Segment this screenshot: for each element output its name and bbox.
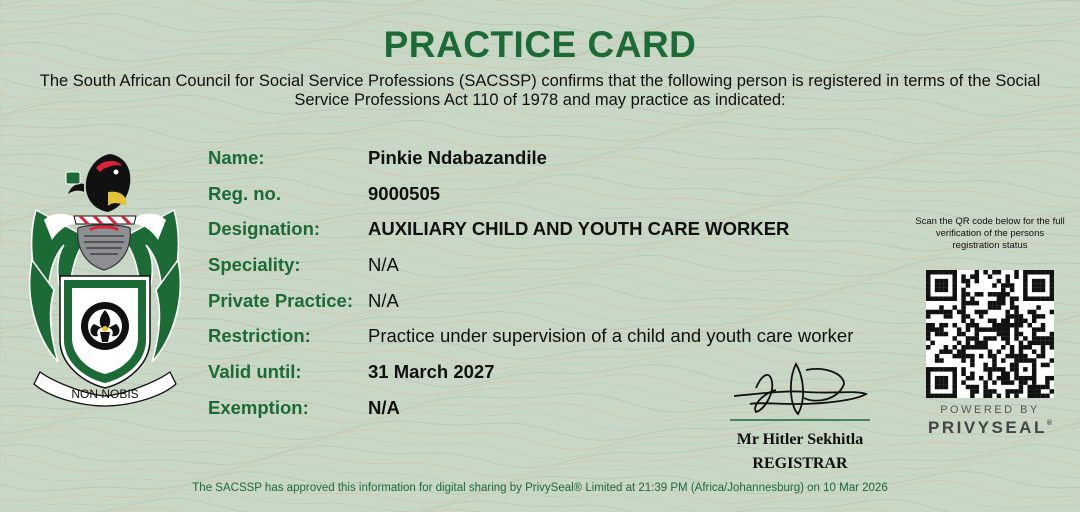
qr-instruction-text: Scan the QR code below for the full verification of the persons registration status bbox=[915, 216, 1065, 251]
privyseal-registered-mark: ® bbox=[1046, 420, 1053, 427]
registrar-name: Mr Hitler Sekhitla bbox=[736, 431, 864, 448]
field-value: N/A bbox=[368, 289, 399, 311]
field-label: Speciality: bbox=[208, 254, 301, 276]
registrar-signature-icon bbox=[726, 360, 874, 424]
privyseal-brand-text: PRIVYSEAL bbox=[927, 418, 1047, 437]
field-value: 31 March 2027 bbox=[368, 361, 495, 383]
card-title: PRACTICE CARD bbox=[383, 24, 697, 65]
field-label: Name: bbox=[208, 147, 265, 168]
field-label: Private Practice: bbox=[208, 289, 354, 311]
field-value: Practice under supervision of a child and youth care worker bbox=[368, 325, 854, 347]
powered-by-label: POWERED BY bbox=[940, 404, 1040, 416]
registrar-role: REGISTRAR bbox=[752, 455, 848, 472]
field-value: AUXILIARY CHILD AND YOUTH CARE WORKER bbox=[368, 218, 790, 240]
field-value: N/A bbox=[368, 254, 399, 276]
field-label: Designation: bbox=[208, 218, 321, 240]
motto-text: NON NOBIS bbox=[71, 387, 139, 401]
coat-of-arms-crest-icon bbox=[24, 150, 186, 408]
verification-qr-code-icon[interactable] bbox=[926, 270, 1054, 398]
sharing-approval-footer: The SACSSP has approved this information for digital sharing by PrivySeal® Limited at 21:39 PM (Africa/Johannesburg) on 10 Mar 2026 bbox=[192, 482, 888, 494]
field-value: N/A bbox=[368, 396, 400, 418]
field-label: Exemption: bbox=[208, 396, 309, 418]
field-label: Restriction: bbox=[208, 325, 311, 347]
field-label: Valid until: bbox=[208, 361, 302, 383]
field-value: 9000505 bbox=[368, 182, 441, 204]
field-label: Reg. no. bbox=[208, 182, 281, 204]
intro-text: The South African Council for Social Service Professions (SACSSP) confirms that the following person is registered in terms of the Social Service Professions Act 110 of 1978 and may practice as indicated: bbox=[39, 72, 1041, 109]
privyseal-logo bbox=[915, 418, 1065, 438]
field-value: Pinkie Ndabazandile bbox=[368, 147, 547, 168]
